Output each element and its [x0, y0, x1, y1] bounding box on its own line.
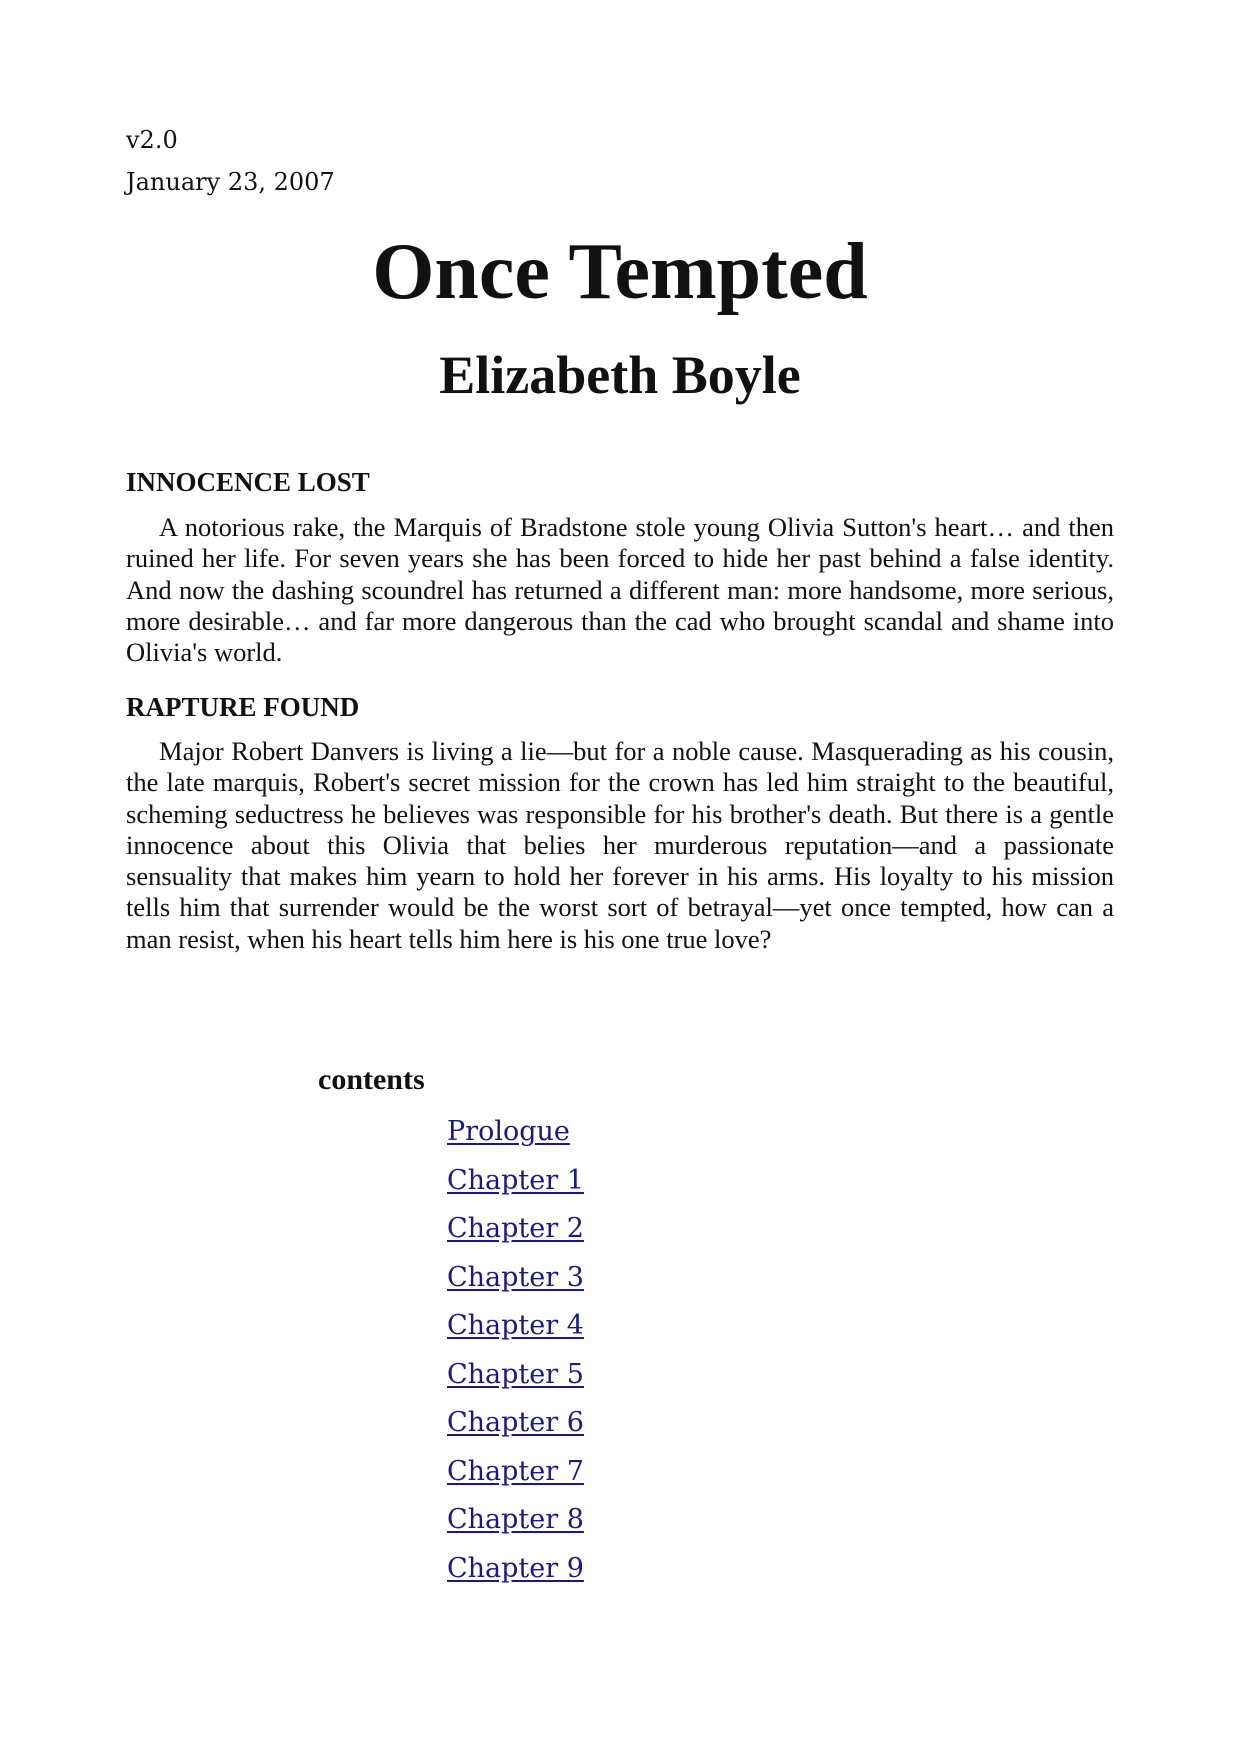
toc-item: [447, 1452, 584, 1501]
book-title: Once Tempted: [372, 228, 868, 316]
toc-link-chapter-7[interactable]: Chapter 7: [447, 1455, 584, 1487]
toc-item: [447, 1112, 584, 1161]
toc-item: [447, 1306, 584, 1355]
toc-link-chapter-8[interactable]: Chapter 8: [447, 1504, 584, 1535]
section-text-innocence-lost: A notorious rake, the Marquis of Bradstone stole young Olivia Sutton's heart… and then ruined her life. For seven years she has been forced to hide her past behind a false identity. And now the dashing scoundrel has returned a different man: more handsome, more serious, more desirable… and far more dangerous than the cad who brought scandal and shame into Olivia's world.: [126, 512, 1114, 668]
toc-link-chapter-6[interactable]: Chapter 6: [447, 1407, 584, 1438]
section-heading-innocence-lost: INNOCENCE LOST: [126, 467, 370, 497]
date-label: January 23, 2007: [126, 168, 335, 196]
toc-item: [447, 1403, 584, 1452]
toc-link-chapter-1[interactable]: Chapter 1: [447, 1164, 584, 1196]
version-label: v2.0: [126, 126, 178, 154]
toc-link-chapter-4[interactable]: Chapter 4: [447, 1310, 584, 1341]
table-of-contents: [447, 1112, 584, 1597]
toc-item: [447, 1549, 584, 1598]
toc-item: [447, 1161, 584, 1210]
section-text-rapture-found: Major Robert Danvers is living a lie—but for a noble cause. Masquerading as his cousin, the late marquis, Robert's secret mission for the crown has led him straight to the beautiful, scheming seductress he believes was responsible for his brother's death. But there is a gentle innocence about this Olivia that belies her murderous reputation—and a passionate sensuality that makes him yearn to hold her forever in his arms. His loyalty to his mission tells him that surrender would be the worst sort of betrayal—yet once tempted, how can a man resist, when his heart tells him here is his one true love?: [126, 736, 1114, 954]
toc-link-chapter-2[interactable]: Chapter 2: [447, 1213, 584, 1244]
book-author: Elizabeth Boyle: [439, 345, 801, 405]
toc-item: [447, 1355, 584, 1404]
toc-link-chapter-9[interactable]: Chapter 9: [447, 1552, 584, 1584]
toc-item: [447, 1500, 584, 1549]
toc-item: [447, 1258, 584, 1307]
toc-link-prologue[interactable]: Prologue: [447, 1116, 570, 1147]
toc-link-chapter-5[interactable]: Chapter 5: [447, 1358, 584, 1390]
toc-link-chapter-3[interactable]: Chapter 3: [447, 1261, 584, 1293]
toc-item: [447, 1209, 584, 1258]
contents-heading: contents: [318, 1063, 425, 1096]
section-heading-rapture-found: RAPTURE FOUND: [126, 692, 360, 722]
